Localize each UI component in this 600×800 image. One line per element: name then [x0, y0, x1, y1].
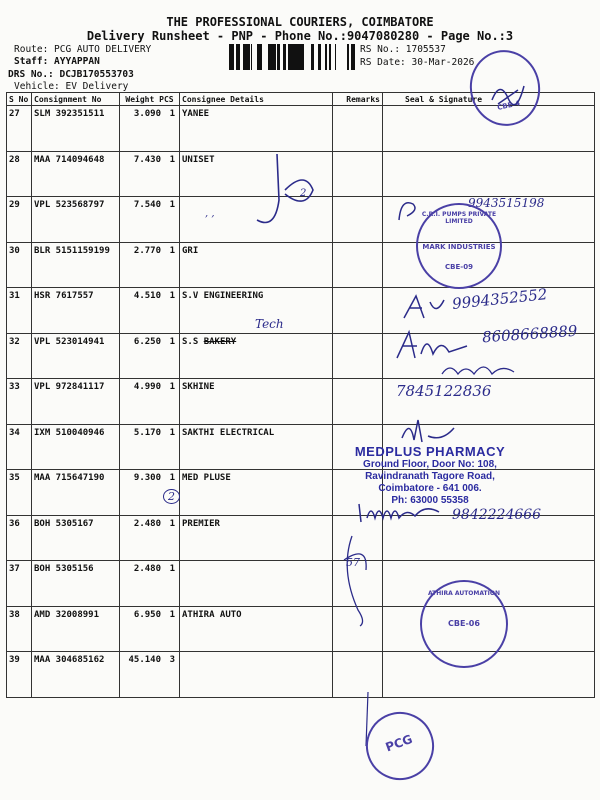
cell-weight: 4.510: [133, 291, 161, 301]
cell-sno-text: 32: [9, 336, 20, 347]
cell-sno-text: 27: [9, 109, 20, 119]
barcode-bar: [277, 44, 280, 70]
barcode-bar: [296, 44, 297, 70]
courier-stamp-text: CBE-4: [496, 99, 521, 112]
cell-consignee: [180, 242, 333, 288]
barcode-bar: [260, 44, 262, 70]
cell-weight-pcs: [120, 652, 180, 698]
barcode-bar: [329, 44, 330, 70]
signature-scribble-1: [490, 80, 530, 110]
cell-consignment-no-text: SLM 392351511: [34, 109, 105, 119]
cell-sno: [7, 652, 32, 698]
cell-remarks: [333, 333, 383, 379]
cell-remarks: [333, 242, 383, 288]
circled-number-2: 2: [300, 188, 307, 199]
circled-number-2b: 2: [163, 489, 180, 504]
cell-sno-text: 31: [9, 291, 20, 301]
cell-consignment-no-text: VPL 972841117: [34, 382, 105, 392]
cell-weight-pcs: [120, 106, 180, 152]
cell-consignment-no-text: AMD 32008991: [34, 609, 100, 620]
cell-consignee-text: UNISET: [182, 154, 215, 165]
cell-weight-pcs: [120, 197, 180, 243]
barcode-bar: [351, 44, 352, 70]
cell-consignee: [180, 515, 333, 561]
signature-scribble-3: [395, 196, 425, 226]
table-row: [7, 379, 595, 425]
barcode-bar: [236, 44, 239, 70]
cell-pcs: 1: [169, 245, 175, 256]
cell-sno-text: 36: [9, 518, 20, 529]
signature-scribble-8: [355, 498, 445, 526]
barcode-bar: [243, 44, 245, 70]
cell-consignment-no-text: IXM 510040946: [34, 427, 105, 438]
barcode-bar: [290, 44, 293, 70]
cell-remarks: [333, 151, 383, 197]
cell-consignee-text: SKHINE: [182, 382, 215, 392]
medplus-address-3: Coimbatore - 641 006.: [378, 483, 482, 494]
handwritten-tech: Tech: [255, 317, 284, 331]
vehicle-label: Vehicle: EV Delivery: [14, 81, 129, 92]
cell-remarks: [333, 288, 383, 334]
cell-consignee: [180, 424, 333, 470]
medplus-address-1: Ground Floor, Door No: 108,: [363, 459, 497, 470]
cell-consignee: [180, 606, 333, 652]
cell-consignee: [180, 106, 333, 152]
cell-sno-text: 34: [9, 427, 20, 438]
barcode-bar: [233, 44, 234, 70]
cell-weight: 3.090: [133, 109, 161, 119]
barcode-bar: [318, 44, 321, 70]
cell-weight-pcs: [120, 606, 180, 652]
cell-consignee-text: PREMIER: [182, 518, 220, 529]
cell-pcs: 1: [169, 427, 175, 438]
cell-weight-pcs: [120, 242, 180, 288]
cell-pcs: 1: [169, 200, 175, 210]
barcode-image: [229, 44, 357, 70]
cell-sno-text: 33: [9, 382, 20, 392]
cell-remarks: [333, 197, 383, 243]
cell-pcs: 1: [169, 154, 175, 165]
header-remarks: Remarks: [333, 93, 383, 106]
barcode-bar: [259, 44, 260, 70]
header-seal-signature: Seal & Signature: [383, 93, 595, 106]
barcode-bar: [325, 44, 327, 70]
cell-weight-pcs: [120, 333, 180, 379]
cell-sno-text: 35: [9, 473, 20, 483]
table-row: [7, 561, 595, 607]
signature-scribble-9: [338, 530, 388, 630]
cell-weight-pcs: [120, 561, 180, 607]
cell-consignment-no: [32, 424, 120, 470]
barcode-bar: [229, 44, 231, 70]
cell-consignee: [180, 470, 333, 516]
cell-weight: 7.430: [133, 154, 161, 165]
cell-weight: 2.770: [133, 245, 161, 256]
cell-weight-pcs: [120, 515, 180, 561]
handwritten-phone-3: 8608668889: [481, 321, 578, 347]
cell-weight: 5.170: [133, 427, 161, 438]
cell-remarks: [333, 106, 383, 152]
cell-sno-text: 39: [9, 655, 20, 665]
barcode-bar: [335, 44, 336, 70]
cell-pcs: 1: [169, 473, 175, 483]
athira-stamp-line1: ATHIRA AUTOMATION: [428, 590, 500, 597]
cell-pcs: 1: [169, 336, 175, 347]
barcode-bar: [302, 44, 304, 70]
cell-consignment-no: [32, 242, 120, 288]
cell-sno: [7, 333, 32, 379]
barcode-bar: [245, 44, 248, 70]
cell-pcs: 1: [169, 382, 175, 392]
rs-number: RS No.: 1705537: [360, 44, 446, 55]
cell-sno: [7, 424, 32, 470]
barcode-bar: [248, 44, 250, 70]
cell-consignee-text: MED PLUSE: [182, 473, 231, 483]
signature-scribble-5: [393, 328, 473, 364]
barcode-bar: [293, 44, 296, 70]
staff-label: Staff: AYYAPPAN: [14, 56, 100, 67]
signature-scribble-6: [440, 360, 520, 380]
cell-sno-text: 28: [9, 154, 20, 165]
company-stamp-line1: C.R.I. PUMPS PRIVATE LIMITED: [421, 211, 497, 225]
barcode-bar: [270, 44, 273, 70]
ink-mark: , ,: [205, 208, 215, 219]
cell-weight: 2.480: [133, 518, 161, 529]
header-consignment-no: Consignment No: [32, 93, 120, 106]
cell-weight: 7.540: [133, 200, 161, 210]
cell-consignment-no-text: HSR 7617557: [34, 291, 94, 301]
cell-consignment-no-text: BOH 5305156: [34, 564, 94, 574]
barcode-bar: [251, 44, 252, 70]
cell-sno: [7, 515, 32, 561]
table-row: [7, 652, 595, 698]
pcg-stamp-text: PCG: [383, 731, 415, 755]
barcode-bar: [273, 44, 276, 70]
cell-consignment-no-text: MAA 304685162: [34, 655, 105, 665]
cell-consignee-text: YANEE: [182, 109, 210, 119]
cell-consignee-text: GRI: [182, 245, 199, 256]
rs-date: RS Date: 30-Mar-2026: [360, 57, 475, 68]
header-consignee-details: Consignee Details: [180, 93, 333, 106]
handwritten-57: 57: [346, 556, 360, 569]
cell-sno: [7, 470, 32, 516]
cell-consignee: [180, 652, 333, 698]
cell-consignee: [180, 333, 333, 379]
cell-consignee-text: S.S BAKERY: [182, 336, 237, 347]
signature-scribble-7: [398, 416, 458, 446]
cell-sno: [7, 242, 32, 288]
cell-consignment-no: [32, 288, 120, 334]
cell-remarks: [333, 379, 383, 425]
barcode-bar: [311, 44, 314, 70]
cell-consignee: [180, 379, 333, 425]
cell-weight: 6.250: [133, 336, 161, 347]
cell-consignment-no-text: MAA 715647190: [34, 473, 105, 483]
athira-stamp-line2: CBE-06: [448, 619, 480, 628]
cell-consignment-no: [32, 561, 120, 607]
document-title: THE PROFESSIONAL COURIERS, COIMBATORE: [166, 15, 434, 29]
cell-sno-text: 38: [9, 609, 20, 620]
handwritten-phone-2: 9994352552: [451, 285, 549, 313]
barcode-bar: [300, 44, 302, 70]
cell-sno-text: 37: [9, 564, 20, 574]
cell-consignment-no: [32, 151, 120, 197]
barcode-bar: [239, 44, 240, 70]
barcode-bar: [288, 44, 290, 70]
cell-pcs: 1: [169, 291, 175, 301]
barcode-bar: [231, 44, 233, 70]
cell-consignment-no: [32, 652, 120, 698]
header-weight: Weight: [125, 94, 155, 104]
cell-sno: [7, 151, 32, 197]
struck-text: BAKERY: [203, 336, 237, 347]
cell-consignment-no-text: VPL 523014941: [34, 336, 105, 347]
cell-sno: [7, 379, 32, 425]
cell-consignment-no-text: BLR 5151159199: [34, 245, 110, 256]
cell-consignment-no: [32, 333, 120, 379]
cell-weight-pcs: [120, 379, 180, 425]
cell-sno-text: 30: [9, 245, 20, 256]
header-sno: S No: [7, 93, 32, 106]
handwritten-phone-4: 7845122836: [396, 382, 492, 400]
barcode-bar: [283, 44, 286, 70]
cell-consignment-no-text: VPL 523568797: [34, 200, 105, 210]
cell-pcs: 3: [169, 655, 175, 665]
cell-consignment-no: [32, 379, 120, 425]
cell-consignment-no: [32, 197, 120, 243]
route-label: Route: PCG AUTO DELIVERY: [14, 44, 152, 55]
handwritten-phone-1: 9943515198: [468, 196, 545, 210]
cell-consignment-no: [32, 106, 120, 152]
cell-weight: 2.480: [133, 564, 161, 574]
cell-weight-pcs: [120, 424, 180, 470]
barcode-bar: [257, 44, 259, 70]
cell-sno: [7, 197, 32, 243]
cell-consignment-no: [32, 470, 120, 516]
cell-weight-pcs: [120, 288, 180, 334]
cell-weight: 9.300: [133, 473, 161, 483]
document-subtitle: Delivery Runsheet - PNP - Phone No.:9047080280 - Page No.:3: [86, 29, 514, 43]
medplus-name: MEDPLUS PHARMACY: [354, 444, 506, 459]
barcode-bar: [330, 44, 331, 70]
cell-pcs: 1: [169, 109, 175, 119]
medplus-address-2: Ravindranath Tagore Road,: [365, 471, 495, 482]
company-stamp-line2: MARK INDUSTRIES: [422, 243, 496, 251]
cell-sno: [7, 606, 32, 652]
cell-pcs: 1: [169, 564, 175, 574]
cell-consignee-text: S.V ENGINEERING: [182, 291, 264, 301]
cell-pcs: 1: [169, 518, 175, 529]
company-stamp-seal: [416, 203, 502, 289]
table-row: [7, 242, 595, 288]
cell-consignment-no-text: BOH 5305167: [34, 518, 94, 529]
barcode-bar: [268, 44, 270, 70]
cell-weight: 4.990: [133, 382, 161, 392]
header-weight-pcs: [120, 93, 180, 106]
signature-scribble-2: [255, 150, 335, 240]
handwritten-phone-5: 9842224666: [452, 507, 542, 523]
cell-weight: 45.140: [128, 655, 161, 665]
drs-number: DRS No.: DCJB170553703: [8, 69, 134, 80]
company-stamp-line3: CBE-09: [445, 263, 473, 271]
cell-consignee-text: ATHIRA AUTO: [182, 609, 242, 620]
cell-weight: 6.950: [133, 609, 161, 620]
athira-stamp-seal: [420, 580, 508, 668]
cell-consignment-no-text: MAA 714094648: [34, 154, 105, 165]
cell-sno: [7, 561, 32, 607]
cell-sno: [7, 288, 32, 334]
cell-consignee-text: SAKTHI ELECTRICAL: [182, 427, 275, 438]
cell-sno: [7, 106, 32, 152]
barcode-bar: [352, 44, 355, 70]
barcode-bar: [347, 44, 349, 70]
cell-sno-text: 29: [9, 200, 20, 210]
signature-scribble-4: [400, 292, 450, 322]
header-pcs: PCS: [159, 94, 174, 104]
cell-seal-signature: [383, 151, 595, 197]
cell-consignee: [180, 561, 333, 607]
medplus-phone: Ph: 63000 55358: [391, 495, 469, 506]
barcode-bar: [297, 44, 300, 70]
cell-consignment-no: [32, 515, 120, 561]
cell-pcs: 1: [169, 609, 175, 620]
cell-consignment-no: [32, 606, 120, 652]
cell-weight-pcs: [120, 151, 180, 197]
